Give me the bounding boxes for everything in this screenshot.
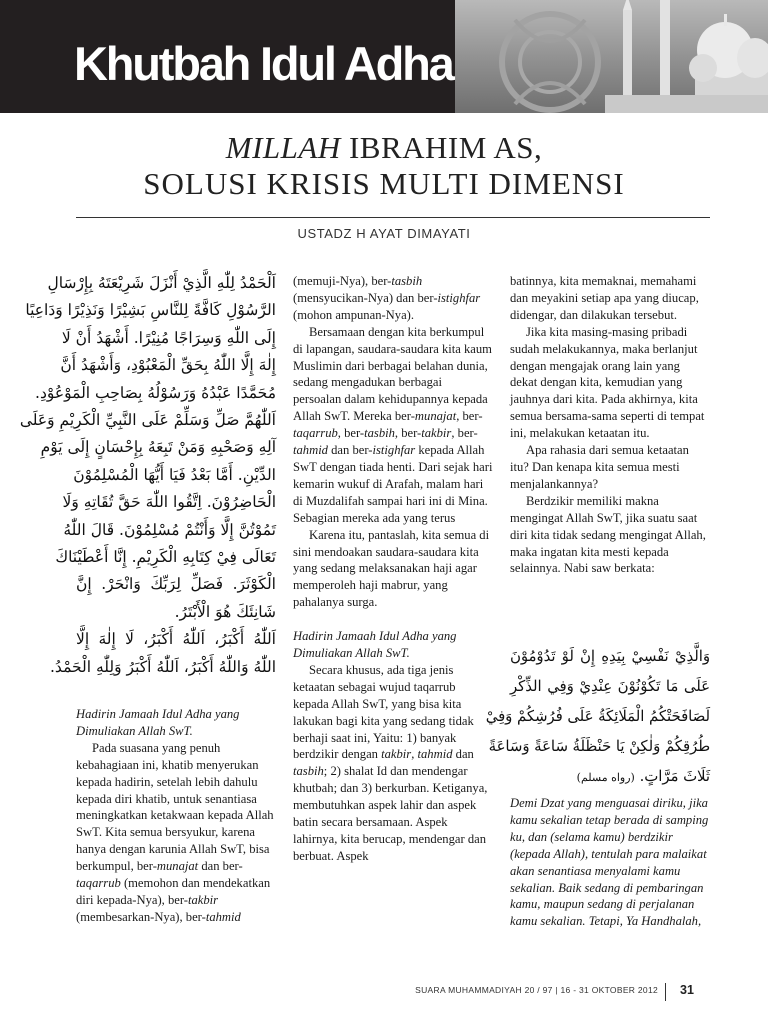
arabic-line: الدِّيْنِ. أَمَّا بَعْدُ فَيَا أَيُّهَا الْمُسْلِمُوْنَ [73,465,276,484]
paragraph: Bersamaan dengan kita berkumpul di lapangan, saudara-saudara kita kaum Muslimin dari berbagai belahan dunia, sedang mengadukan berbagai persoalan dalam kehidupannya kepada Allah SwT. Mereka ber-munajat, ber-taqarrub, ber-tasbih, ber-takbir, ber-tahmid dan ber-istighfar kepada Allah SwT dengan tiada henti. Dari sejak hari kemarin wukuf di Arafah, malam hari di Muzdalifah sampai hari ini di Mina. Sebagian mereka ada yang terus [293,324,493,525]
arabic-line: اَللّٰهُمَّ صَلِّ وَسَلِّمْ عَلَى النَّبِيِّ الْكَرِيْمِ وَعَلَى [19,411,276,430]
section-heading: Hadirin Jamaah Idul Adha yang Dimuliakan Allah SwT. [76,707,240,738]
arabic-line: الْحَاضِرُوْنَ. اِتَّقُوا اللّٰهَ حَقَّ تُقَاتِهِ وَلَا [62,493,276,512]
paragraph: (memuji-Nya), ber-tasbih (mensyucikan-Nya) dan ber-istighfar (mohon ampunan-Nya). [293,274,481,322]
arabic-opening [19,270,276,681]
paragraph: Apa rahasia dari semua ketaatan itu? Dan kenapa kita semua mesti menjalankannya? [510,443,689,491]
hadith-source: (رواه مسلم) [576,771,635,784]
arabic-line: الْكَوْثَرَ. فَصَلِّ لِرَبِّكَ وَانْحَرْ. إِنَّ [76,575,276,594]
arabic-line: إِلٰهَ إِلَّا اللّٰهُ بِحَقِّ الْمَعْبُوْدِ، وَأَشْهَدُ أَنَّ [60,356,276,375]
header-banner [0,0,768,113]
arabic-line: مُحَمَّدًا عَبْدُهُ وَرَسُوْلُهُ بِصَاحِبِ الْمَوْعُوْدِ. [35,383,276,402]
arabic-line: اَللّٰهُ أَكْبَرُ، اَللّٰهُ أَكْبَرُ، لَا إِلٰهَ إِلَّا [76,630,276,649]
arabic-line: طُرُقِكُمْ وَلٰكِنْ يَا حَنْظَلَةُ سَاعَةً وَسَاعَةً [488,738,710,755]
paragraph: Berdzikir memiliki makna mengingat Allah SwT, jika suatu saat diri kita tidak sedang mengingat Allah, maka ingatan kita mesti kepada selainnya. Nabi saw berkata: [510,493,706,576]
paragraph: Karena itu, pantaslah, kita semua di sini mendoakan saudara-saudara kita yang sedang melaksanakan haji agar memperoleh haji mabrur, yang pahalanya surga. [293,527,490,610]
title-millah: MILLAH [225,130,341,165]
paragraph: Secara khusus, ada tiga jenis ketaatan sebagai wujud taqarrub kepada Allah SwT, yang bisa kita lakukan bagi kita yang sedang tidak berhaji saat ini, Yaitu: 1) banyak berdzikir dengan takbir, tahmid dan tasbih; 2) shalat Id dan mendengar khutbah; dan 3) berkurban. Ketiganya, membutuhkan aspek lahir dan aspek batin secara bersamaan. Aspek lahirnya, kita berucap, mendengar dan berbuat. Aspek [293,662,488,863]
hadith-translation [510,795,710,930]
arabic-line: إِلَى اللّٰهِ وَسِرَاجًا مُنِيْرًا. أَشْهَدُ أَنْ لَا [61,328,276,347]
article-title-line1 [0,130,768,166]
publication-info: SUARA MUHAMMADIYAH 20 / 97 | 16 - 31 OKTOBER 2012 [415,985,658,995]
column-2-text [293,273,493,865]
title-ibrahim: IBRAHIM AS, [340,130,543,165]
arabic-line: لَصَافَحَتْكُمُ الْمَلَائِكَةُ عَلَى فُرُشِكُمْ وَفِيْ [485,708,710,725]
arabic-line: اللّٰهُ وَاللّٰهُ أَكْبَرُ، اَللّٰهُ أَكْبَرُ وَلِلّٰهِ الْحَمْدُ. [50,657,276,676]
author-byline: USTADZ H AYAT DIMAYATI [297,226,471,241]
arabic-line: آلِهِ وَصَحْبِهِ وَمَنْ تَبِعَهُ بِإِحْسَانٍ إِلَى يَوْمِ [40,438,276,457]
section-heading: Hadirin Jamaah Idul Adha yang Dimuliakan Allah SwT. [293,629,457,661]
arabic-hadith [485,642,710,793]
arabic-line: وَالَّذِيْ نَفْسِيْ بِيَدِهِ إِنْ لَوْ تَدُوْمُوْنَ [510,648,710,665]
paragraph: batinnya, kita memaknai, memahami dan meyakini setiap apa yang diucap, didengar, dan dilakukan tersebut. [510,274,699,322]
arabic-line: شَانِئَكَ هُوَ الْأَبْتَرُ. [174,602,276,621]
arabic-line: ثَلَاثَ مَرَّاتٍ. (رواه مسلم) [576,768,710,785]
banner-title: Khutbah Idul Adha [74,37,453,90]
article-title-line2: SOLUSI KRISIS MULTI DIMENSI [143,166,625,201]
column-3-text [510,273,710,577]
arabic-line: الرَّسُوْلِ كَافَّةً لِلنَّاسِ بَشِيْرًا وَنَذِيْرًا وَدَاعِيًا [25,301,276,320]
footer-divider [665,983,666,1001]
arabic-line: اَلْحَمْدُ لِلّٰهِ الَّذِيْ أَنْزَلَ شَرِيْعَتَهُ بِإِرْسَالِ [47,274,276,292]
paragraph: Jika kita masing-masing pribadi sudah melakukannya, maka berlanjut dengan mengajak orang lain yang dekat dengan kita, kemudian yang jauhnya dari kita. Pada akhirnya, kita semua bersama-sama seperti di tempat ini, melakukan ketaatan itu. [510,324,705,441]
page-footer [0,983,768,1003]
paragraph: Demi Dzat yang menguasai diriku, jika kamu sekalian tetap berada di samping ku, dan (selama kamu) berdzikir (kepada Allah), tentulah para malaikat akan senantiasa menyalami kamu sekalian. Baik sedang di pembaringan kamu, maupun sedang di perjalanan kamu sekalian. Tetapi, Ya Handhalah, [510,796,709,929]
arabic-line: تَعَالَى فِيْ كِتَابِهِ الْكَرِيْمِ. إِنَّا أَعْطَيْنَاكَ [55,548,276,567]
page-number: 31 [680,983,694,997]
column-1-text [76,706,276,926]
paragraph: Pada suasana yang penuh kebahagiaan ini, khatib menyerukan kepada hadirin, setelah lebih dahulu kepada diri khatib, untuk senantiasa meningkatkan ketakwaan kepada Allah SwT. Kita semua bersyukur, karena hanya dengan karunia Allah SwT, bisa berkumpul, ber-munajat dan ber-taqarrub (memohon dan mendekatkan diri kepada-Nya), ber-takbir (membesarkan-Nya), ber-tahmid [76,740,274,924]
arabic-line: تَمُوْتُنَّ إِلَّا وَأَنْتُمْ مُسْلِمُوْنَ. قَالَ اللّٰهُ [63,520,276,539]
arabic-line: عَلَى مَا تَكُوْنُوْنَ عِنْدِيْ وَفِي الذِّكْرِ [510,678,710,695]
mosque-photo [455,0,768,113]
title-divider [76,217,710,218]
